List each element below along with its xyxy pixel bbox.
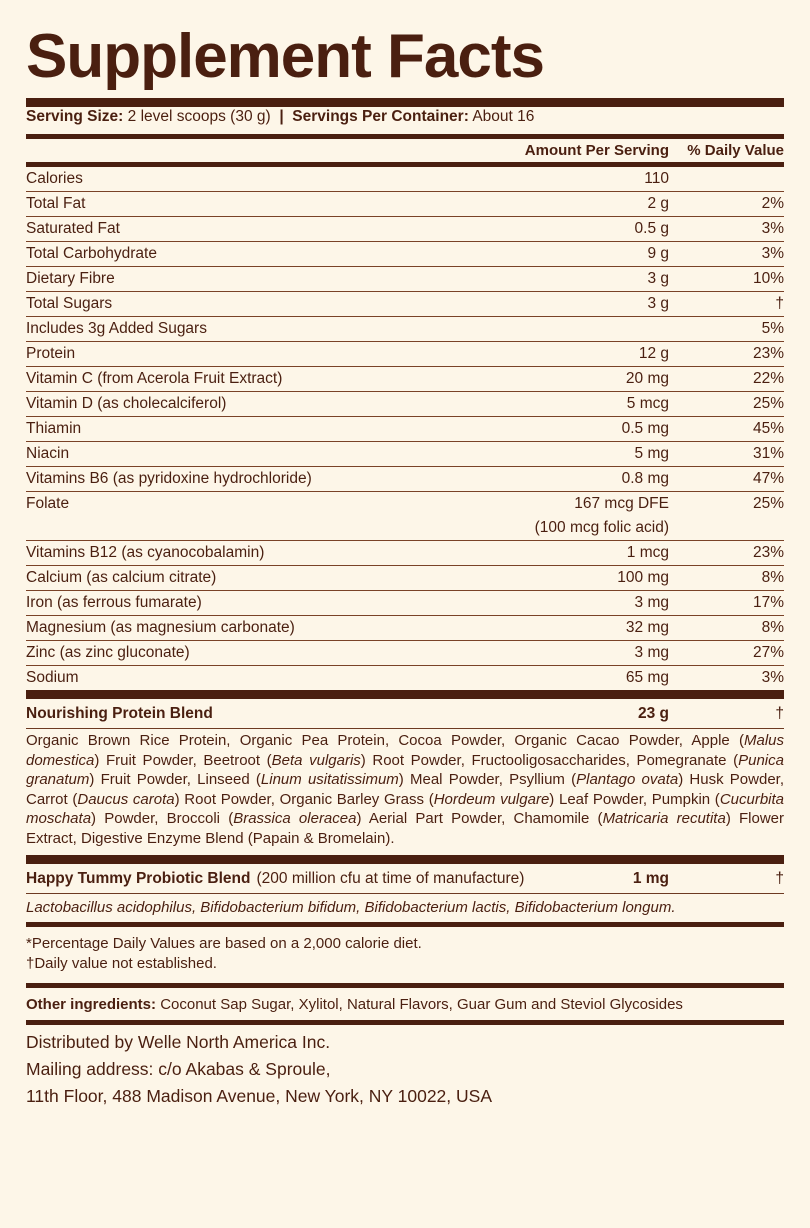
nutrient-amount: 1 mcg (459, 541, 669, 566)
nutrient-row (26, 442, 784, 467)
nutrient-rows-table (26, 167, 784, 690)
nutrient-name: Folate (26, 495, 70, 513)
nutrient-row (26, 292, 784, 317)
other-ingredients-label: Other ingredients: (26, 995, 157, 1013)
header-amount-per-serving: Amount Per Serving (524, 142, 669, 160)
nutrient-name: Includes 3g Added Sugars (26, 317, 459, 342)
nutrient-name: Saturated Fat (26, 217, 459, 242)
nutrient-name: Iron (as ferrous fumarate) (26, 591, 459, 616)
nutrient-daily-value: 31% (669, 442, 784, 467)
other-ingredients (26, 988, 784, 1021)
probiotic-blend-daily-value: † (775, 870, 784, 888)
footnotes (26, 927, 784, 983)
nutrient-row (26, 217, 784, 242)
nutrient-name: Zinc (as zinc gluconate) (26, 641, 459, 666)
serving-size-label: Serving Size: (26, 108, 124, 125)
nutrient-daily-value: 2% (669, 192, 784, 217)
nutrient-amount: 65 mg (625, 669, 669, 687)
nutrient-row (26, 167, 784, 192)
nutrient-amount: 12 g (459, 342, 669, 367)
divider-before-protein-blend (26, 690, 784, 699)
nutrient-daily-value: 45% (669, 417, 784, 442)
nutrient-row (26, 192, 784, 217)
nutrient-daily-value: 23% (669, 342, 784, 367)
nutrient-amount: 0.5 mg (459, 417, 669, 442)
nutrition-table-header-row (26, 139, 784, 162)
probiotic-blend-title: Happy Tummy Probiotic Blend (26, 870, 251, 888)
nutrient-name: Total Fat (26, 192, 459, 217)
distributor-line-3: 11th Floor, 488 Madison Avenue, New York, NY 10022, USA (26, 1086, 492, 1107)
nutrient-name: Vitamins B12 (as cyanocobalamin) (26, 541, 459, 566)
nutrient-rows-body (26, 167, 784, 690)
nutrient-row (26, 516, 784, 541)
distributor-line-1: Distributed by Welle North America Inc. (26, 1032, 331, 1053)
nutrient-daily-value: 25% (752, 495, 784, 513)
nutrient-amount: 3 g (459, 292, 669, 317)
nutrient-daily-value (669, 167, 784, 192)
nutrient-daily-value: 22% (669, 367, 784, 392)
nutrient-amount: 9 g (459, 242, 669, 267)
nutrient-row (26, 566, 784, 591)
probiotic-strains: Lactobacillus acidophilus, Bifidobacterium bifidum, Bifidobacterium lactis, Bifidobacterium longum. (26, 899, 676, 917)
distributor-block (26, 1025, 784, 1110)
nutrient-name: Magnesium (as magnesium carbonate) (26, 616, 459, 641)
nutrient-daily-value: 3% (761, 669, 784, 687)
nutrient-name: Protein (26, 342, 459, 367)
nutrient-name: Total Sugars (26, 292, 459, 317)
nutrient-row (26, 317, 784, 342)
nutrient-daily-value: 25% (669, 392, 784, 417)
distributor-line-2: Mailing address: c/o Akabas & Sproule, (26, 1059, 331, 1080)
nutrient-row (26, 392, 784, 417)
nutrient-row (26, 467, 784, 492)
nutrient-name (26, 516, 459, 541)
header-blank (26, 139, 459, 162)
nutrient-name: Vitamin C (from Acerola Fruit Extract) (26, 367, 459, 392)
nutrient-amount: 0.8 mg (459, 467, 669, 492)
nutrient-row (26, 267, 784, 292)
nutrient-name: Total Carbohydrate (26, 242, 459, 267)
nutrient-amount: 100 mg (459, 566, 669, 591)
nutrition-table-body (26, 139, 784, 162)
nutrient-row (26, 591, 784, 616)
serving-info (26, 107, 784, 134)
nutrient-name: Vitamin D (as cholecalciferol) (26, 392, 459, 417)
serving-separator: | (279, 108, 284, 125)
nutrient-name: Dietary Fibre (26, 267, 459, 292)
nutrient-daily-value: 23% (669, 541, 784, 566)
nutrient-amount: 5 mcg (459, 392, 669, 417)
nutrient-row (26, 492, 784, 517)
nutrient-name: Vitamins B6 (as pyridoxine hydrochloride) (26, 467, 459, 492)
nutrient-row (26, 541, 784, 566)
nutrient-daily-value: † (669, 292, 784, 317)
nutrient-name: Sodium (26, 669, 79, 687)
protein-blend-title: Nourishing Protein Blend (26, 705, 213, 723)
servings-per-container-label: Servings Per Container: (292, 108, 469, 125)
nutrient-amount: 5 mg (459, 442, 669, 467)
nutrient-row (26, 367, 784, 392)
nutrient-amount: 167 mcg DFE (574, 495, 669, 513)
header-daily-value: % Daily Value (687, 142, 784, 160)
nutrient-name: Niacin (26, 442, 459, 467)
nutrition-table (26, 139, 784, 162)
nutrient-amount: 2 g (459, 192, 669, 217)
nutrient-daily-value: 3% (669, 217, 784, 242)
nutrient-daily-value: 47% (669, 467, 784, 492)
nutrient-amount: (100 mcg folic acid) (459, 516, 669, 541)
nutrient-daily-value (669, 516, 784, 541)
footnote-not-established: †Daily value not established. (26, 955, 217, 973)
protein-blend-amount: 23 g (637, 705, 669, 723)
nutrient-daily-value: 8% (669, 616, 784, 641)
divider-top-thick (26, 98, 784, 107)
nutrient-row (26, 342, 784, 367)
probiotic-blend-subtitle: (200 million cfu at time of manufacture) (256, 870, 525, 888)
probiotic-blend-amount: 1 mg (632, 870, 669, 888)
nutrient-daily-value: 8% (669, 566, 784, 591)
protein-blend-ingredients: Organic Brown Rice Protein, Organic Pea Protein, Cocoa Powder, Organic Cacao Powder, Apple (Malus domestica) Fruit Powder, Beetroot (Beta vulgaris) Root Powder, Fructooligosaccharides, Pomegranate (Punica granatum) Fruit Powder, Linseed (Linum usitatissimum) Meal Powder, Psyllium (Plantago ovata) Husk Powder, Carrot (Daucus carota) Root Powder, Organic Barley Grass (Hordeum vulgare) Leaf Powder, Pumpkin (Cucurbita moschata) Powder, Broccoli (Brassica oleracea) Aerial Part Powder, Chamomile (Matricaria recutita) Flower Extract, Digestive Enzyme Blend (Papain & Bromelain). (26, 732, 785, 847)
nutrient-daily-value: 5% (669, 317, 784, 342)
nutrient-daily-value: 10% (669, 267, 784, 292)
nutrient-amount: 3 g (459, 267, 669, 292)
nutrient-row (26, 641, 784, 666)
nutrient-amount: 3 mg (459, 641, 669, 666)
nutrient-amount: 110 (459, 167, 669, 192)
nutrient-row (26, 666, 784, 691)
page-title: Supplement Facts (26, 22, 544, 91)
nutrient-name: Thiamin (26, 417, 459, 442)
nutrient-row (26, 616, 784, 641)
nutrient-amount (459, 317, 669, 342)
other-ingredients-value: Coconut Sap Sugar, Xylitol, Natural Flavors, Guar Gum and Steviol Glycosides (160, 995, 683, 1013)
nutrient-daily-value: 17% (669, 591, 784, 616)
nutrient-row (26, 417, 784, 442)
nutrient-daily-value: 27% (669, 641, 784, 666)
nutrient-name: Calcium (as calcium citrate) (26, 566, 459, 591)
divider-before-probiotic-blend (26, 855, 784, 864)
nutrient-amount: 0.5 g (459, 217, 669, 242)
servings-per-container-value: About 16 (472, 108, 535, 125)
probiotic-blend-header (26, 864, 784, 893)
nutrient-daily-value: 3% (669, 242, 784, 267)
nutrient-amount: 20 mg (459, 367, 669, 392)
nutrient-row (26, 242, 784, 267)
protein-blend-header (26, 699, 784, 728)
nutrient-amount: 32 mg (459, 616, 669, 641)
serving-size-value: 2 level scoops (30 g) (127, 108, 271, 125)
footnote-daily-values: *Percentage Daily Values are based on a 2,000 calorie diet. (26, 935, 422, 953)
nutrient-amount: 3 mg (459, 591, 669, 616)
nutrient-name: Calories (26, 167, 459, 192)
protein-blend-daily-value: † (775, 705, 784, 723)
